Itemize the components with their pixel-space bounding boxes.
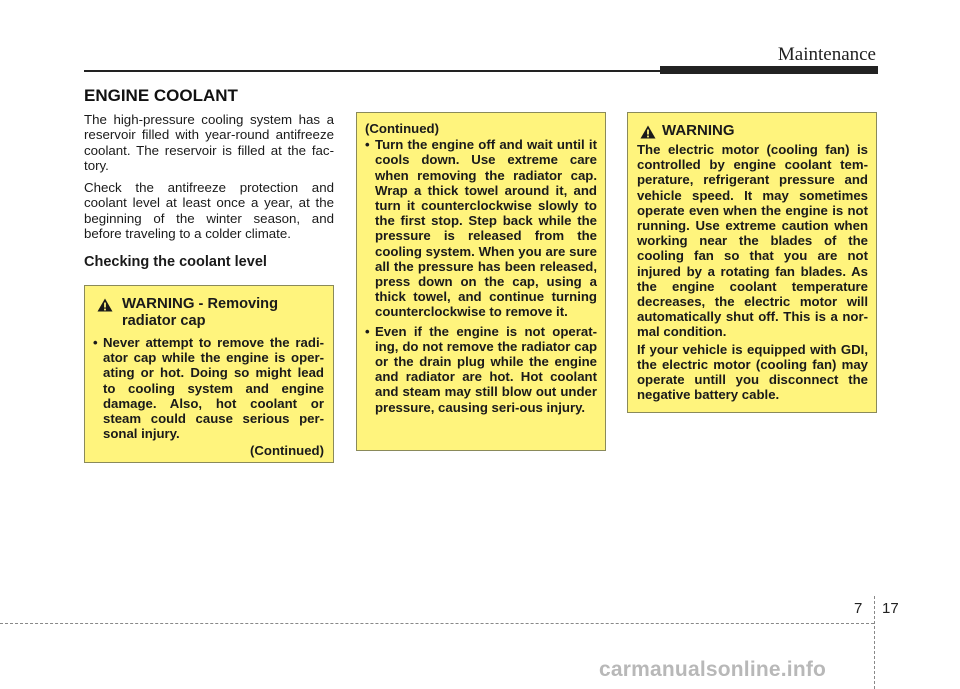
warning-paragraph: The electric motor (cooling fan) is controlled by engine coolant tem-perature, refrigerant pressure and vehicle speed. It may sometimes operate even when the engine is not running. Use extreme caution when working near the blades of the cooling fan so that you are not injured by a rotating fan blades. As the engine coolant temperature decreases, the electric motor will automatically shut off. This is a nor-mal condition.	[637, 142, 868, 340]
chapter-number: 7	[854, 600, 863, 617]
footer-rule	[0, 623, 874, 624]
continued-label: (Continued)	[250, 443, 324, 459]
warning-bullet: • Even if the engine is not operat-ing, do not remove the radiator cap or the drain plug while the engine and radiator are hot. Hot coolant and steam may still blow out under pressure, causing seri-ous injury.	[365, 324, 597, 415]
body-paragraph: The high-pressure cooling system has a reservoir filled with year-round antifreeze coolant. The reservoir is filled at the fac-tory.	[84, 112, 334, 173]
body-paragraph: Check the antifreeze protection and coolant level at least once a year, at the beginning of the winter season, and before traveling to a colder climate.	[84, 180, 334, 242]
warning-title: WARNING	[662, 122, 735, 139]
page-number: 17	[882, 600, 899, 617]
warning-bullet: • Turn the engine off and wait until it cools down. Use extreme care when removing the radiator cap. Wrap a thick towel around it, and turn it counterclockwise slowly to the first stop. Step back while the pressure is released from the cooling system. When you are sure all the pressure has been released, press down on the cap, using a thick towel, and continue turning counterclockwise to remove it.	[365, 137, 597, 319]
subheading: Checking the coolant level	[84, 254, 267, 270]
warning-box-continued	[356, 112, 606, 451]
warning-triangle-icon	[97, 298, 113, 312]
warning-subtitle: - Removing radiator cap	[122, 296, 279, 329]
warning-bullet: • Never attempt to remove the radi-ator cap while the engine is oper-ating or hot. Doing so might lead to cooling system and engine damage. Also, hot coolant or steam could cause serious per-sonal injury.	[93, 335, 324, 441]
section-title: ENGINE COOLANT	[84, 86, 238, 105]
warning-triangle-icon	[640, 125, 656, 139]
warning-header	[93, 295, 324, 330]
continued-label: (Continued)	[365, 121, 439, 136]
header-title: Maintenance	[777, 44, 876, 65]
warning-box-removing-radiator-cap	[84, 285, 334, 463]
warning-title: WARNING	[122, 295, 195, 312]
header-bar	[660, 66, 878, 74]
warning-header	[637, 122, 868, 139]
warning-box-cooling-fan	[627, 112, 877, 413]
warning-paragraph: If your vehicle is equipped with GDI, the electric motor (cooling fan) may operate untill you disconnect the negative battery cable.	[637, 341, 868, 403]
header-rule	[84, 70, 660, 72]
body-column	[84, 112, 334, 248]
footer-divider	[874, 596, 875, 689]
watermark: carmanualsonline.info	[599, 658, 827, 681]
